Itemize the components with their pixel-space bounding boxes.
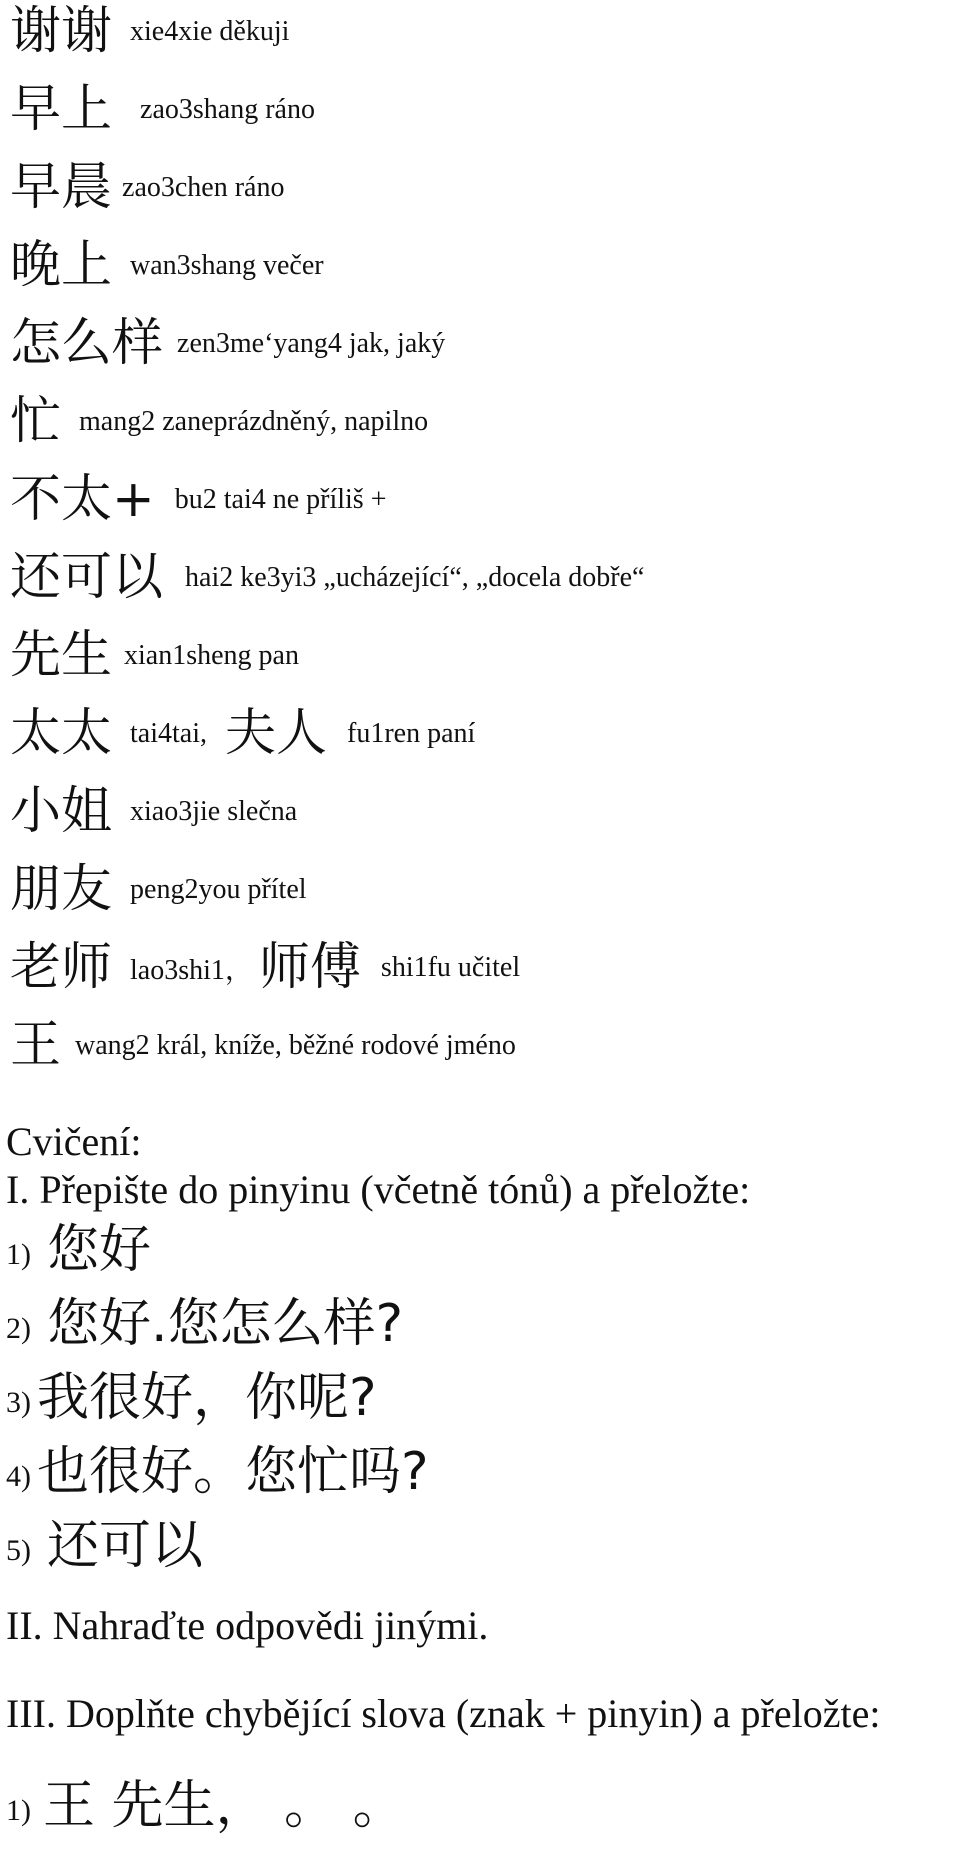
vocab-gloss: hai2 ke3yi3 „ucházející“, „docela dobře“: [185, 561, 645, 593]
vocab-hanzi: 朋友: [10, 860, 113, 919]
exercise-item: [6, 1368, 377, 1428]
section-2-title: II. Nahraďte odpovědi jinými.: [6, 1603, 489, 1648]
exercise-number: 4): [6, 1460, 31, 1493]
vocab-hanzi: 小姐: [10, 782, 113, 841]
vocab-hanzi: 太太: [10, 704, 113, 763]
exercise-text: 我很好，你呢?: [37, 1368, 377, 1428]
exercise-item: [6, 1516, 204, 1576]
vocab-gloss-alt: fu1ren paní: [347, 717, 476, 749]
vocab-hanzi: 不太+: [10, 470, 155, 529]
vocab-hanzi: 先生: [10, 626, 113, 685]
exercise-number: 5): [6, 1534, 31, 1567]
vocab-hanzi: 谢谢: [10, 2, 113, 61]
vocab-row: [10, 314, 950, 373]
exercise-number: 1): [6, 1238, 31, 1271]
vocab-hanzi-alt: 师傅: [258, 938, 361, 997]
vocab-row: [10, 860, 950, 919]
vocab-hanzi: 晚上: [10, 236, 113, 295]
vocab-row: [10, 470, 950, 529]
vocab-gloss: lao3shi1，: [130, 954, 253, 986]
vocab-gloss: zen3me‘yang4 jak, jaký: [177, 327, 446, 359]
vocab-row: [10, 548, 950, 607]
exercise-text: 您好.您怎么样?: [47, 1294, 404, 1354]
exercise-number: 2): [6, 1312, 31, 1345]
vocab-row: [10, 1016, 950, 1075]
vocab-gloss: wan3shang večer: [130, 249, 324, 281]
exercise-text: 王 先生， 。 。: [43, 1776, 405, 1836]
vocab-gloss: zao3chen ráno: [122, 171, 285, 203]
vocab-gloss: xiao3jie slečna: [130, 795, 298, 827]
vocab-gloss: bu2 tai4 ne příliš +: [174, 483, 387, 515]
exercise-text: 还可以: [47, 1516, 204, 1576]
vocab-row: [10, 626, 950, 685]
vocab-gloss: peng2you přítel: [130, 873, 307, 905]
vocab-gloss: xian1sheng pan: [124, 639, 299, 671]
exercises-heading: Cvičení:: [6, 1119, 142, 1164]
vocab-gloss: xie4xie děkuji: [130, 15, 290, 47]
section-1-title: I. Přepište do pinyinu (včetně tónů) a přeložte:: [6, 1167, 751, 1212]
vocab-row: [10, 392, 950, 451]
exercise-item: [6, 1294, 404, 1354]
vocab-row: [10, 2, 950, 61]
section-3-title: III. Doplňte chybějící slova (znak + pinyin) a přeložte:: [6, 1691, 881, 1736]
vocab-hanzi-alt: 夫人: [225, 704, 328, 763]
exercise-text: 您好: [47, 1220, 152, 1280]
vocab-row: [10, 80, 950, 139]
exercise-item: [6, 1220, 152, 1280]
vocab-gloss: tai4tai,: [130, 717, 207, 749]
vocab-gloss: zao3shang ráno: [140, 93, 315, 125]
vocab-gloss: wang2 král, kníže, běžné rodové jméno: [75, 1029, 516, 1061]
vocab-row: [10, 158, 950, 217]
vocab-hanzi: 王: [10, 1016, 62, 1075]
vocab-hanzi: 怎么样: [10, 314, 164, 373]
vocab-row: [10, 236, 950, 295]
exercise-item: [6, 1442, 429, 1502]
exercise-item: [6, 1776, 405, 1836]
vocab-hanzi: 忙: [10, 392, 62, 451]
exercise-number: 3): [6, 1386, 31, 1419]
vocab-row: [10, 938, 950, 997]
vocab-hanzi: 早晨: [10, 158, 113, 217]
vocab-hanzi: 老师: [10, 938, 113, 997]
vocab-row: [10, 782, 950, 841]
vocab-hanzi: 还可以: [10, 548, 164, 607]
vocab-gloss: mang2 zaneprázdněný, napilno: [79, 405, 429, 437]
vocab-row: [10, 704, 950, 763]
exercise-number: 1): [6, 1794, 31, 1827]
vocab-hanzi: 早上: [10, 80, 113, 139]
vocab-gloss-alt: shi1fu učitel: [380, 951, 521, 983]
exercise-text: 也很好。您忙吗?: [37, 1442, 429, 1502]
